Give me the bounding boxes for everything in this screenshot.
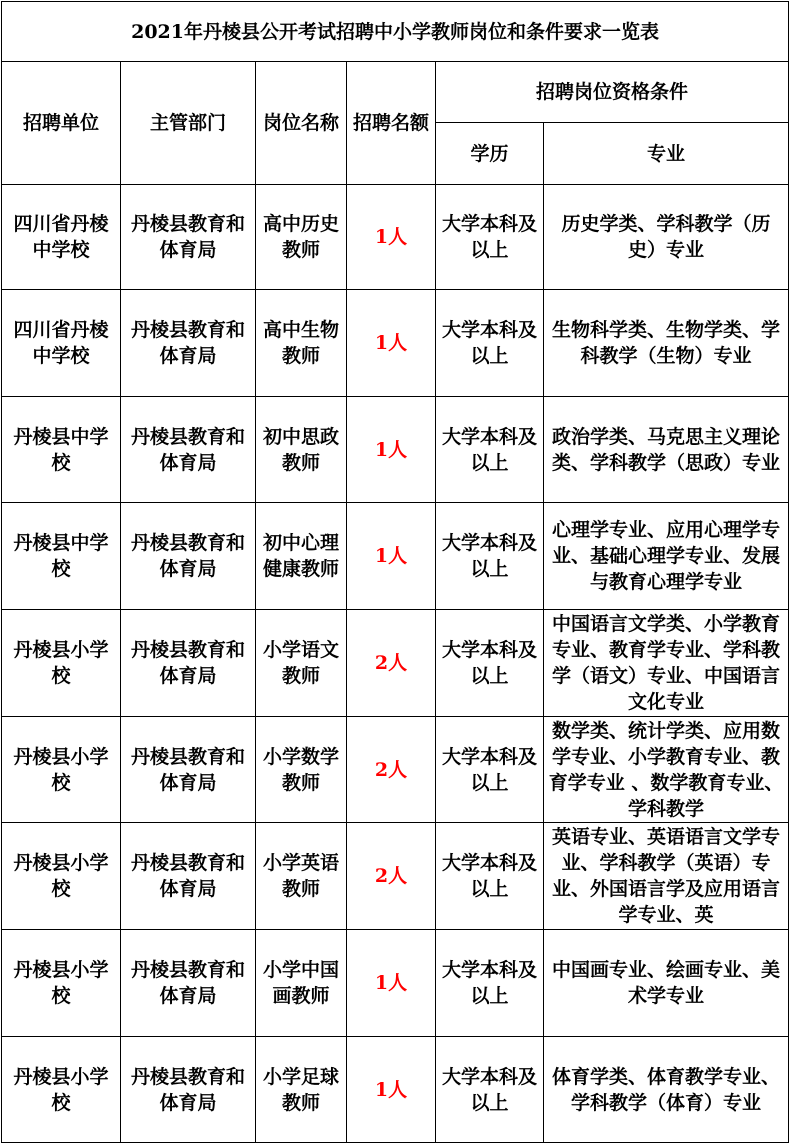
- table-row: [2, 503, 789, 610]
- count-cell: 2人: [347, 823, 436, 930]
- header-dept: 主管部门: [121, 62, 256, 185]
- header-qualifications: 招聘岗位资格条件: [436, 62, 789, 123]
- position-cell: 小学语文教师: [256, 610, 347, 717]
- table-row: [2, 823, 789, 930]
- major-cell: 中国语言文学类、小学教育专业、教育学专业、学科教学（语文）专业、中国语言文化专业: [552, 613, 781, 713]
- count-cell: 1人: [347, 290, 436, 397]
- dept-cell: 丹棱县教育和体育局: [121, 930, 256, 1037]
- count-cell: 1人: [347, 503, 436, 610]
- header-education: 学历: [436, 123, 544, 185]
- count-cell: 1人: [347, 185, 436, 290]
- major-cell: 政治学类、马克思主义理论类、学科教学（思政）专业: [552, 425, 781, 474]
- education-cell: 大学本科及以上: [436, 717, 544, 823]
- dept-cell: 丹棱县教育和体育局: [121, 503, 256, 610]
- major-cell: 生物科学类、生物学类、学科教学（生物）专业: [552, 319, 781, 367]
- count-cell: 1人: [347, 930, 436, 1037]
- table-row: [2, 717, 789, 823]
- unit-cell: 四川省丹棱中学校: [2, 290, 121, 397]
- header-major: 专业: [544, 123, 789, 185]
- unit-cell: 丹棱县小学校: [2, 610, 121, 717]
- major-cell: 体育学类、体育教学专业、学科教学（体育）专业: [552, 1065, 781, 1114]
- unit-cell: 丹棱县中学校: [2, 397, 121, 503]
- education-cell: 大学本科及以上: [436, 610, 544, 717]
- header-position: 岗位名称: [256, 62, 347, 185]
- table-row: [2, 930, 789, 1037]
- education-cell: 大学本科及以上: [436, 503, 544, 610]
- education-cell: 大学本科及以上: [436, 185, 544, 290]
- major-cell: 中国画专业、绘画专业、美术学专业: [552, 959, 781, 1007]
- dept-cell: 丹棱县教育和体育局: [121, 1037, 256, 1143]
- education-cell: 大学本科及以上: [436, 930, 544, 1037]
- table-row: [2, 290, 789, 397]
- major-cell: 历史学类、学科教学（历史）专业: [561, 213, 771, 261]
- position-cell: 小学英语教师: [256, 823, 347, 930]
- unit-cell: 丹棱县小学校: [2, 1037, 121, 1143]
- unit-cell: 丹棱县小学校: [2, 930, 121, 1037]
- education-cell: 大学本科及以上: [436, 290, 544, 397]
- header-count: 招聘名额: [347, 62, 436, 185]
- position-cell: 小学足球教师: [256, 1037, 347, 1143]
- position-cell: 高中生物教师: [256, 290, 347, 397]
- dept-cell: 丹棱县教育和体育局: [121, 290, 256, 397]
- table-row: [2, 610, 789, 717]
- major-cell: 数学类、统计学类、应用数学专业、小学教育专业、教育学专业 、数学教育专业、学科教学: [548, 719, 784, 820]
- table-row: [2, 185, 789, 290]
- recruitment-table: [1, 1, 789, 1143]
- table-title: 2021年丹棱县公开考试招聘中小学教师岗位和条件要求一览表: [2, 2, 789, 62]
- position-cell: 高中历史教师: [256, 185, 347, 290]
- education-cell: 大学本科及以上: [436, 1037, 544, 1143]
- unit-cell: 丹棱县小学校: [2, 823, 121, 930]
- dept-cell: 丹棱县教育和体育局: [121, 185, 256, 290]
- major-cell: 英语专业、英语语言文学专业、学科教学（英语）专业、外国语言学及应用语言学专业、英: [552, 826, 781, 926]
- count-cell: 1人: [347, 397, 436, 503]
- count-cell: 1人: [347, 1037, 436, 1143]
- table-row: [2, 397, 789, 503]
- position-cell: 小学数学教师: [256, 717, 347, 823]
- major-cell: 心理学专业、应用心理学专业、基础心理学专业、发展与教育心理学专业: [552, 519, 781, 593]
- count-cell: 2人: [347, 610, 436, 717]
- position-cell: 初中思政教师: [256, 397, 347, 503]
- count-cell: 2人: [347, 717, 436, 823]
- education-cell: 大学本科及以上: [436, 823, 544, 930]
- unit-cell: 丹棱县中学校: [2, 503, 121, 610]
- position-cell: 小学中国画教师: [256, 930, 347, 1037]
- dept-cell: 丹棱县教育和体育局: [121, 610, 256, 717]
- education-cell: 大学本科及以上: [436, 397, 544, 503]
- dept-cell: 丹棱县教育和体育局: [121, 823, 256, 930]
- dept-cell: 丹棱县教育和体育局: [121, 717, 256, 823]
- dept-cell: 丹棱县教育和体育局: [121, 397, 256, 503]
- unit-cell: 四川省丹棱中学校: [2, 185, 121, 290]
- unit-cell: 丹棱县小学校: [2, 717, 121, 823]
- position-cell: 初中心理健康教师: [256, 503, 347, 610]
- header-unit: 招聘单位: [2, 62, 121, 185]
- table-row: [2, 1037, 789, 1143]
